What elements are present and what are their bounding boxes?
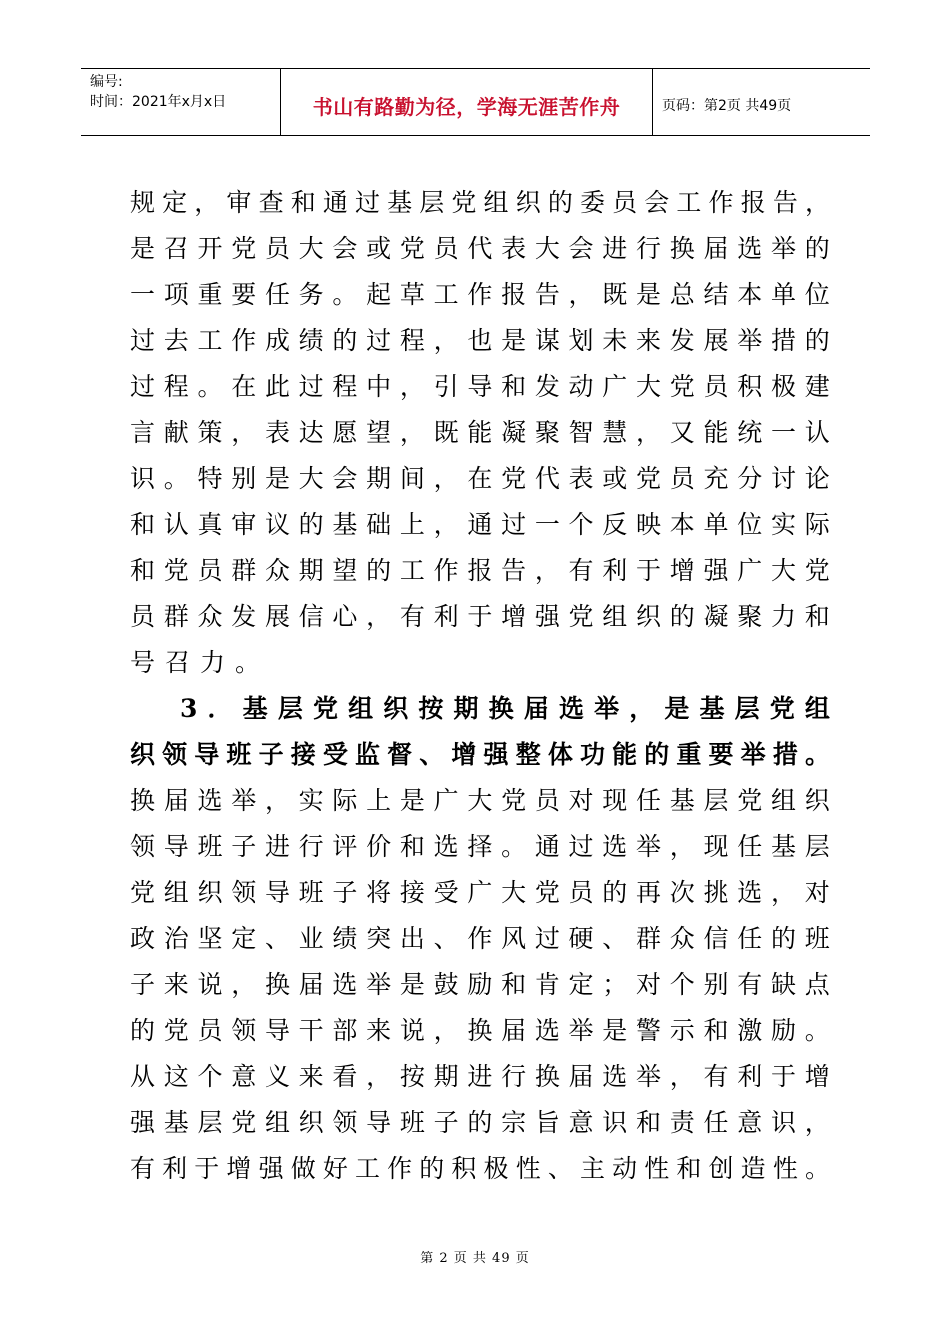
section-heading-line: 3 ． 基 层 党 组 织 按 期 换 届 选 举 ， 是 基 层 党 组 (180, 694, 830, 723)
header-table (81, 68, 870, 136)
number-label: 编号: (90, 74, 123, 90)
text-line: 从 这 个 意 义 来 看 ， 按 期 进 行 换 届 选 举 ， 有 利 于 增 (130, 1062, 830, 1091)
header-meta (81, 69, 281, 135)
text-line: 是 召 开 党 员 大 会 或 党 员 代 表 大 会 进 行 换 届 选 举 的 (130, 234, 830, 263)
text-line: 的 党 员 领 导 干 部 来 说 ， 换 届 选 举 是 警 示 和 激 励 。 (130, 1016, 830, 1045)
text-line: 过 去 工 作 成 绩 的 过 程 ， 也 是 谋 划 未 来 发 展 举 措 的 (130, 326, 830, 355)
body-text (130, 180, 830, 1192)
text-line: 言 献 策 ， 表 达 愿 望 ， 既 能 凝 聚 智 慧 ， 又 能 统 一 认 (130, 418, 830, 447)
text-line: 有 利 于 增 强 做 好 工 作 的 积 极 性 、 主 动 性 和 创 造 性 。 (130, 1154, 830, 1183)
text-line: 识 。 特 别 是 大 会 期 间 ， 在 党 代 表 或 党 员 充 分 讨 论 (130, 464, 830, 493)
time-label: 时间：2021年x月x日 (90, 94, 227, 110)
text-line: 领 导 班 子 进 行 评 价 和 选 择 。 通 过 选 举 ， 现 任 基 层 (130, 832, 830, 861)
page-footer: 第 2 页 共 49 页 (420, 1251, 530, 1266)
text-line: 员 群 众 发 展 信 心 ， 有 利 于 增 强 党 组 织 的 凝 聚 力 和 (130, 602, 830, 631)
text-line: 规 定 ， 审 查 和 通 过 基 层 党 组 织 的 委 员 会 工 作 报 告 ， (130, 188, 830, 217)
text-line: 换 届 选 举 ， 实 际 上 是 广 大 党 员 对 现 任 基 层 党 组 织 (130, 786, 830, 815)
text-line: 强 基 层 党 组 织 领 导 班 子 的 宗 旨 意 识 和 责 任 意 识 ， (130, 1108, 830, 1137)
text-line: 政 治 坚 定 、 业 绩 突 出 、 作 风 过 硬 、 群 众 信 任 的 班 (130, 924, 830, 953)
text-line: 和 认 真 审 议 的 基 础 上 ， 通 过 一 个 反 映 本 单 位 实 际 (130, 510, 830, 539)
text-line: 和 党 员 群 众 期 望 的 工 作 报 告 ， 有 利 于 增 强 广 大 党 (130, 556, 830, 585)
text-line: 一 项 重 要 任 务 。 起 草 工 作 报 告 ， 既 是 总 结 本 单 位 (130, 280, 830, 309)
text-line: 号召力。 (130, 648, 271, 677)
text-line: 子 来 说 ， 换 届 选 举 是 鼓 励 和 肯 定 ； 对 个 别 有 缺 点 (130, 970, 830, 999)
section-heading-line: 织 领 导 班 子 接 受 监 督 、 增 强 整 体 功 能 的 重 要 举 措 。 (130, 740, 830, 769)
header-motto: 书山有路勤为径，学海无涯苦作舟 (281, 69, 653, 135)
text-line: 过 程 。 在 此 过 程 中 ， 引 导 和 发 动 广 大 党 员 积 极 建 (130, 372, 830, 401)
header-page-info: 页码：第2页 共49页 (662, 98, 792, 114)
text-line: 党 组 织 领 导 班 子 将 接 受 广 大 党 员 的 再 次 挑 选 ， 对 (130, 878, 830, 907)
